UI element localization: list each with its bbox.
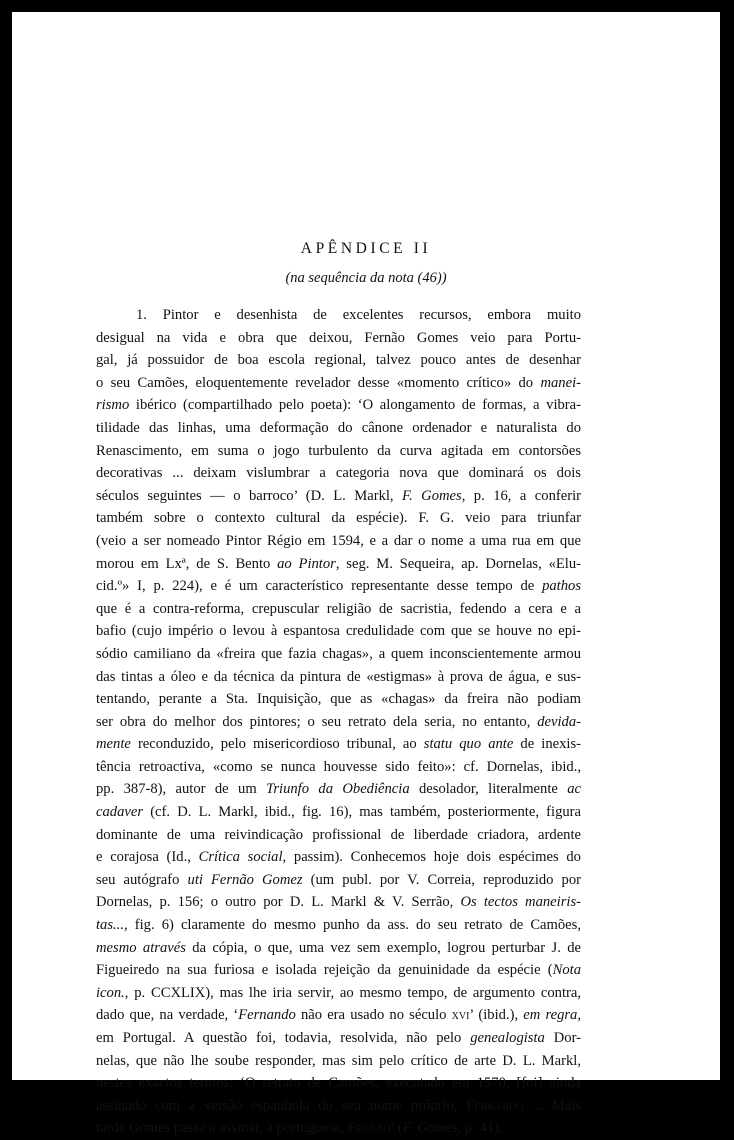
text-run: pp. 387-8), autor de um — [96, 781, 267, 798]
text-line — [96, 372, 581, 395]
text-line — [96, 846, 581, 869]
text-line — [96, 530, 581, 553]
italic-run: cadaver — [96, 804, 144, 821]
text-run: assinado com a versão espanhola do seu nome próprio, — [96, 1097, 467, 1114]
text-line — [96, 304, 581, 327]
small-caps-run: Fernão — [347, 1120, 391, 1137]
text-run: , p. CCXLIX), mas lhe iria servir, ao mesmo tempo, de argumento contra, — [124, 984, 581, 1001]
text-line — [96, 801, 581, 824]
text-line — [96, 1095, 581, 1118]
text-run: bafio (cujo império o levou à espantosa credulidade com que se houve no epi- — [96, 623, 581, 640]
text-run: também sobre o contexto cultural da espécie). F. G. veio para triunfar — [96, 510, 581, 527]
italic-run: ac — [567, 781, 582, 798]
text-run: Figueiredo na sua furiosa e isolada rejeição da genuinidade da espécie ( — [96, 962, 553, 979]
text-line — [96, 937, 581, 960]
italic-run: uti Fernão Gomez — [187, 871, 303, 888]
text-line — [96, 756, 581, 779]
text-run: , seg. M. Sequeira, ap. Dornelas, «Elu- — [335, 555, 581, 572]
appendix-subheading: (na sequência da nota (46)) — [285, 270, 447, 286]
italic-run: rismo — [96, 397, 130, 414]
text-line — [96, 643, 581, 666]
text-line — [96, 598, 581, 621]
text-run: desolador, literalmente — [409, 781, 568, 798]
appendix-heading: APÊNDICE II — [300, 240, 432, 257]
text-run: séculos seguintes — o barroco’ (D. L. Markl, — [96, 487, 403, 504]
text-line — [96, 778, 581, 801]
text-run: dominante de uma reivindicação profissional de liberdade criadora, ardente — [96, 826, 581, 843]
text-run: nelas, que não lhe soube responder, mas sim pelo crítico de arte D. L. Markl, — [96, 1052, 581, 1069]
text-line — [96, 733, 581, 756]
italic-run: F. Gomes — [402, 487, 462, 504]
text-line — [96, 440, 581, 463]
text-line — [96, 1004, 581, 1027]
italic-run: Fernando — [238, 1007, 296, 1024]
text-run: , fig. 6) claramente do mesmo punho da ass. do seu retrato de Camões, — [123, 917, 581, 934]
text-run: o seu Camões, eloquentemente revelador desse «momento crítico» do — [96, 374, 541, 391]
text-run: que é a contra-reforma, crepuscular religião de sacristia, fedendo a cera e a — [96, 600, 581, 617]
text-line — [96, 914, 581, 937]
body-text — [96, 304, 581, 1140]
text-run: decorativas ... deixam vislumbrar a categoria nova que dominará os dois — [96, 465, 581, 482]
text-run: , passim). Conhecemos hoje dois espécimes do — [282, 849, 581, 866]
italic-run: genealogista — [470, 1030, 545, 1046]
text-run: ’ ( — [390, 1120, 403, 1137]
text-line — [96, 959, 581, 982]
text-line — [96, 507, 581, 530]
text-line — [96, 688, 581, 711]
text-run: reconduzido, pelo misericordioso tribunal, ao — [130, 736, 424, 753]
italic-run: F. Gomes — [402, 1120, 458, 1137]
text-run: , — [577, 1007, 581, 1024]
italic-run: ao Pintor — [277, 555, 336, 572]
text-line — [96, 327, 581, 350]
text-line — [96, 982, 581, 1005]
text-run: gal, já possuidor de boa escola regional, talvez pouco antes de desenhar — [96, 352, 581, 369]
text-line — [96, 711, 581, 734]
text-line — [96, 666, 581, 689]
text-run: , p. 16, a conferir — [461, 487, 581, 504]
text-run: ser obra do melhor dos pintores; o seu retrato dela seria, no entanto, — [96, 713, 538, 730]
text-run: tarde Gomes passa a assinar, à portuguesa, — [96, 1120, 348, 1137]
small-caps-run: Fernando — [466, 1097, 524, 1114]
text-run: (um publ. por V. Correia, reproduzido por — [302, 871, 582, 888]
text-run: em Portugal. A questão foi, todavia, resolvida, não pelo — [96, 1030, 471, 1046]
text-run: Dor- — [544, 1030, 581, 1046]
text-run: ibérico (compartilhado pelo poeta): ‘O alongamento de formas, a vibra- — [129, 397, 581, 414]
italic-run: tas... — [96, 917, 124, 934]
text-run: morou em Lxª, de S. Bento — [96, 555, 278, 572]
text-run: não era usado no século — [295, 1007, 452, 1024]
text-line — [96, 1117, 581, 1140]
text-line — [96, 620, 581, 643]
italic-run: mente — [96, 736, 131, 753]
text-line — [96, 824, 581, 847]
text-run: sódio camiliano da «freira que fazia chagas», a quem inconscientemente armou — [96, 645, 581, 662]
text-line — [96, 1072, 581, 1095]
text-line — [96, 462, 581, 485]
italic-run: pathos — [542, 578, 581, 595]
text-line — [96, 485, 581, 508]
text-run: de inexis- — [513, 736, 581, 753]
text-run: 1. Pintor e desenhista de excelentes recursos, embora muito — [136, 307, 581, 323]
italic-run: Os tectos maneiris- — [460, 894, 581, 911]
page-sheet — [12, 12, 720, 1137]
text-run: tentando, perante a Sta. Inquisição, que as «chagas» da freira não podiam — [96, 691, 581, 708]
text-run: desigual na vida e obra que deixou, Fernão Gomes veio para Portu- — [96, 329, 581, 346]
text-line — [96, 394, 581, 417]
italic-run: mesmo através — [96, 939, 186, 956]
text-run: ’ (ibid.), — [469, 1007, 524, 1024]
small-caps-run: xvi — [451, 1007, 470, 1024]
text-line — [96, 891, 581, 914]
text-run: tência retroactiva, «como se nunca houvesse sido feito»: cf. Dornelas, ibid., — [96, 758, 581, 775]
italic-run: manei- — [540, 374, 581, 391]
italic-run: Crítica social — [198, 849, 283, 866]
text-line — [96, 349, 581, 372]
text-line — [96, 575, 581, 598]
text-run: das tintas a óleo e da técnica da pintura de «estigmas» à prova de água, e sus- — [96, 668, 581, 685]
text-run: nestes exactos termos: ‘O retrato de Camões, executado em 1570, [foi] ainda — [96, 1075, 581, 1092]
text-line — [96, 553, 581, 576]
text-run: (veio a ser nomeado Pintor Régio em 1594, e a dar o nome a uma rua em que — [96, 532, 581, 549]
italic-run: Triunfo da Obediência — [266, 781, 410, 798]
text-run: da cópia, o que, uma vez sem exemplo, logrou perturbar J. de — [185, 939, 581, 956]
text-run: dado que, na verdade, ‘ — [96, 1007, 239, 1024]
text-line — [96, 1050, 581, 1073]
italic-run: Nota — [552, 962, 581, 979]
italic-run: em regra — [523, 1007, 578, 1024]
text-run: e corajosa (Id., — [96, 849, 199, 866]
italic-run: devida- — [537, 713, 581, 730]
text-run: ... Mais — [523, 1097, 581, 1114]
text-run: tilidade das linhas, uma deformação do cânone ordenador e naturalista do — [96, 419, 581, 436]
text-line — [96, 417, 581, 440]
text-run: , p. 41). — [457, 1120, 503, 1137]
text-run: cid.º» I, p. 224), e é um característico representante desse tempo de — [96, 578, 543, 595]
italic-run: statu quo ante — [423, 736, 514, 753]
text-run: (cf. D. L. Markl, ibid., fig. 16), mas também, posteriormente, figura — [143, 804, 581, 821]
text-run: Renascimento, em suma o jogo turbulento da curva agitada em contorsões — [96, 442, 581, 459]
text-run: seu autógrafo — [96, 871, 188, 888]
text-line — [96, 869, 581, 892]
text-run: Dornelas, p. 156; o outro por D. L. Markl & V. Serrão, — [96, 894, 461, 911]
italic-run: icon. — [96, 984, 125, 1001]
text-line — [96, 1027, 581, 1050]
